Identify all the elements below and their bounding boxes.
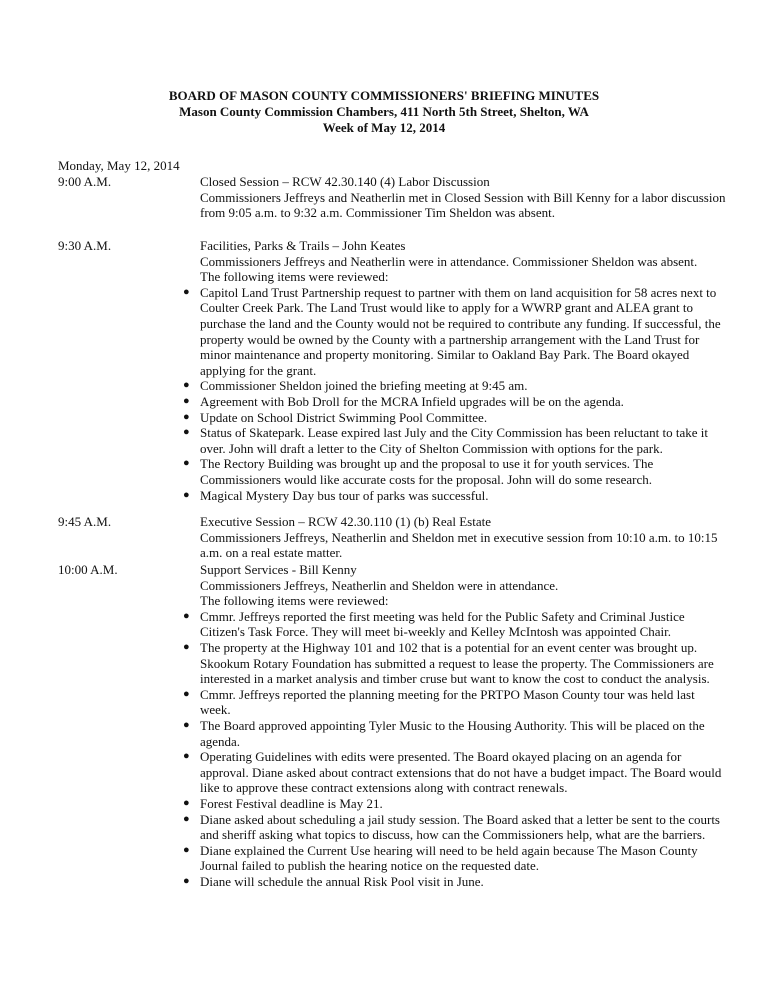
list-item [183,811,728,843]
list-item-text: Magical Mystery Day bus tour of parks was successful. [200,487,489,503]
list-item [183,749,728,796]
list-item [183,639,728,687]
bullet-icon: ● [183,285,190,298]
list-item-text: Cmmr. Jeffreys reported the first meeting was held for the Public Safety and Criminal Justice Citizen's Task Force. They will meet bi-weekly and Kelley McIntosh was appointed Chair. [200,608,685,640]
list-item [183,378,728,394]
document-header [0,88,768,136]
entry-body [200,174,728,221]
entry-text: The following items were reviewed: [200,269,389,285]
list-item-text: Capitol Land Trust Partnership request to partner with them on land acquisition for 58 acres next to Coulter Creek Park. The Land Trust would like to apply for a WWRP grant and ALEA grant to purchase the land and the County would not be required to contribute any funding. If successful, the property would be owned by the County with a partnership arrangement with the Land Trust for minor maintenance and property monitoring. Similar to Oakland Bay Park. The Board okayed applying for the grant. [200,284,721,378]
list-item [183,393,728,410]
entry-body [200,514,728,561]
entry-heading: Closed Session – RCW 42.30.140 (4) Labor Discussion [200,174,490,189]
bullet-icon: ● [183,843,190,856]
list-item-text: Diane asked about scheduling a jail study session. The Board asked that a letter be sent to the courts and sheriff asking what topics to discuss, how can the Commissioners help, what are the barriers. [200,811,720,843]
list-item-text: Update on School District Swimming Pool Committee. [200,409,488,425]
bullet-icon: ● [183,687,190,700]
entry-text: Commissioners Jeffreys, Neatherlin and Sheldon met in executive session from 10:10 a.m. to 10:15 a.m. on a real estate matter. [200,529,718,561]
entry-time: 10:00 A.M. [58,562,118,577]
entry-heading: Executive Session – RCW 42.30.110 (1) (b) Real Estate [200,514,492,529]
entry-text: Commissioners Jeffreys and Neatherlin met in Closed Session with Bill Kenny for a labor discussion from 9:05 a.m. to 9:32 a.m. Commissioner Tim Sheldon was absent. [200,189,726,221]
entry-body [183,562,728,889]
bullet-icon: ● [183,394,190,407]
list-item [183,409,728,426]
list-item-text: Diane will schedule the annual Risk Pool visit in June. [200,873,484,889]
list-item-text: Forest Festival deadline is May 21. [200,795,383,811]
meeting-location: Mason County Commission Chambers, 411 North 5th Street, Shelton, WA [179,104,589,119]
item-list [183,284,728,503]
entry-heading: Facilities, Parks & Trails – John Keates [200,238,406,253]
entry-text: The following items were reviewed: [200,593,389,609]
list-item-text: Status of Skatepark. Lease expired last July and the City Commission has been reluctant to take it over. John will draft a letter to the City of Shelton Commission with options for the park. [200,425,708,456]
bullet-icon: ● [183,796,190,809]
list-item-text: Diane explained the Current Use hearing will need to be held again because The Mason County Journal failed to publish the hearing notice on the requested date. [200,842,698,874]
list-item [183,717,728,749]
bullet-icon: ● [183,750,190,763]
list-item [183,284,728,379]
bullet-icon: ● [183,410,190,423]
list-item [183,842,728,874]
list-item [183,873,728,890]
bullet-icon: ● [183,379,190,392]
bullet-icon: ● [183,640,190,653]
entry-heading: Support Services - Bill Kenny [200,562,357,577]
list-item-text: Operating Guidelines with edits were presented. The Board okayed placing on an agenda for approval. Diane asked about contract extensions that do not have a budget impact. The Board would like to approve these contract extensions along with contract renewals. [200,749,722,796]
entry-time: 9:00 A.M. [58,174,112,189]
list-item-text: The Board approved appointing Tyler Music to the Housing Authority. This will be placed on the agenda. [200,717,705,749]
entry-text: Commissioners Jeffreys, Neatherlin and Sheldon were in attendance. [200,577,559,593]
bullet-icon: ● [183,874,190,887]
bullet-icon: ● [183,488,190,501]
bullet-icon: ● [183,718,190,731]
entry-body [183,238,728,503]
list-item [183,795,728,812]
list-item [183,487,728,504]
meeting-date: Monday, May 12, 2014 [58,158,180,173]
bullet-icon: ● [183,609,190,622]
list-item [183,686,728,718]
meeting-week: Week of May 12, 2014 [322,120,446,135]
item-list [183,608,728,890]
list-item-text: The property at the Highway 101 and 102 that is a potential for an event center was brought up. Skookum Rotary Foundation has submitted a request to lease the property. The Commissioners are interested in a market analysis and timber cruse but want to know the cost to conduct the analysis. [200,639,714,687]
bullet-icon: ● [183,426,190,439]
list-item [183,456,728,487]
list-item [183,425,728,456]
document-title: BOARD OF MASON COUNTY COMMISSIONERS' BRIEFING MINUTES [168,88,600,103]
list-item-text: Agreement with Bob Droll for the MCRA Infield upgrades will be on the agenda. [200,393,624,409]
entry-text: Commissioners Jeffreys and Neatherlin were in attendance. Commissioner Sheldon was absent. [200,253,698,269]
bullet-icon: ● [183,812,190,825]
list-item-text: The Rectory Building was brought up and the proposal to use it for youth services. The Commissioners would like accurate costs for the proposal. John will do some research. [200,456,654,487]
bullet-icon: ● [183,457,190,470]
list-item [183,608,728,640]
list-item-text: Commissioner Sheldon joined the briefing meeting at 9:45 am. [200,378,528,394]
entry-time: 9:30 A.M. [58,238,112,253]
list-item-text: Cmmr. Jeffreys reported the planning meeting for the PRTPO Mason County tour was held last week. [200,686,695,718]
entry-time: 9:45 A.M. [58,514,112,529]
